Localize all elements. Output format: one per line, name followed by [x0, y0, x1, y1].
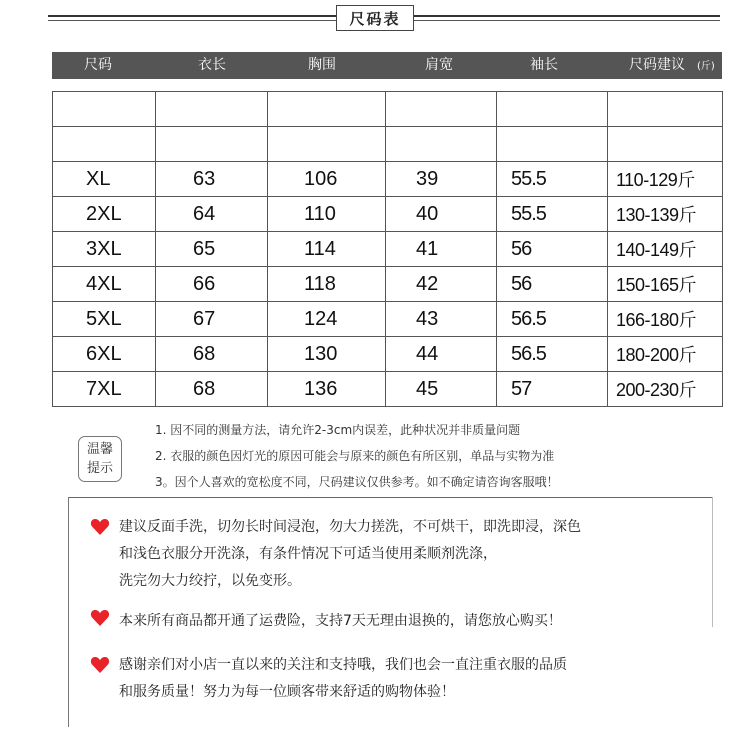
cell-sleeve: 57 [497, 372, 608, 407]
cell-chest: 106 [268, 162, 386, 197]
cell-shoulder: 40 [386, 197, 497, 232]
cell-recommendation: 166-180斤 [608, 302, 723, 337]
tips-badge-line: 提示 [86, 461, 113, 476]
cell-length: 67 [156, 302, 268, 337]
cell-recommendation: 200-230斤 [608, 372, 723, 407]
cell-shoulder: 42 [386, 267, 497, 302]
size-table [52, 91, 723, 407]
care-1-line-2: 和浅色衣服分开洗涤，有条件情况下可适当使用柔顺剂洗涤， [119, 546, 497, 562]
table-row-blank [53, 92, 723, 127]
care-1-line-3: 洗完勿大力绞拧，以免变形。 [119, 573, 301, 589]
cell-sleeve: 56 [497, 232, 608, 267]
cell-size: 7XL [53, 372, 156, 407]
cell-size: 6XL [53, 337, 156, 372]
cell-recommendation: 150-165斤 [608, 267, 723, 302]
header-sleeve: 袖长 [530, 57, 558, 73]
tip-3: 3。因个人喜欢的宽松度不同，尺码建议仅供参考。如不确定请咨询客服哦！ [155, 475, 559, 489]
cell-chest: 110 [268, 197, 386, 232]
cell-chest: 130 [268, 337, 386, 372]
cell-shoulder: 41 [386, 232, 497, 267]
cell-recommendation: 130-139斤 [608, 197, 723, 232]
cell-sleeve: 56.5 [497, 337, 608, 372]
header-unit: (斤) [697, 61, 715, 72]
page-title: 尺码表 [336, 5, 414, 31]
care-box-border-right [712, 497, 713, 627]
table-row [53, 232, 723, 267]
heart-icon [90, 517, 110, 537]
cell-length: 65 [156, 232, 268, 267]
cell-length: 63 [156, 162, 268, 197]
cell-chest: 118 [268, 267, 386, 302]
cell-shoulder: 44 [386, 337, 497, 372]
table-row-blank [53, 127, 723, 162]
cell-length: 64 [156, 197, 268, 232]
header-recommendation: 尺码建议 [629, 57, 685, 73]
heart-icon [90, 655, 110, 675]
cell-sleeve: 56 [497, 267, 608, 302]
cell-size: 5XL [53, 302, 156, 337]
cell-size: XL [53, 162, 156, 197]
cell-sleeve: 55.5 [497, 197, 608, 232]
heart-icon [90, 608, 110, 628]
header-length: 衣长 [198, 57, 226, 73]
cell-length: 68 [156, 372, 268, 407]
cell-shoulder: 43 [386, 302, 497, 337]
cell-recommendation: 180-200斤 [608, 337, 723, 372]
care-box-border-top [68, 497, 713, 498]
table-row [53, 302, 723, 337]
header-chest: 胸围 [308, 57, 336, 73]
cell-length: 66 [156, 267, 268, 302]
table-row [53, 267, 723, 302]
care-1-line-1: 建议反面手洗，切勿长时间浸泡，勿大力搓洗，不可烘干，即洗即浸，深色 [119, 519, 581, 535]
cell-sleeve: 55.5 [497, 162, 608, 197]
tip-1: 1. 因不同的测量方法，请允许2-3cm内误差，此种状况并非质量问题 [155, 423, 521, 437]
care-box-border-left [68, 497, 69, 727]
care-3-line-1: 感谢亲们对小店一直以来的关注和支持哦，我们也会一直注重衣服的品质 [119, 657, 567, 673]
header-size: 尺码 [84, 57, 112, 73]
cell-shoulder: 45 [386, 372, 497, 407]
cell-sleeve: 56.5 [497, 302, 608, 337]
cell-shoulder: 39 [386, 162, 497, 197]
cell-length: 68 [156, 337, 268, 372]
cell-size: 4XL [53, 267, 156, 302]
cell-chest: 136 [268, 372, 386, 407]
header-shoulder: 肩宽 [425, 57, 453, 73]
care-2-line-1: 本来所有商品都开通了运费险，支持7天无理由退换的，请您放心购买！ [119, 613, 562, 629]
table-row [53, 337, 723, 372]
cell-size: 2XL [53, 197, 156, 232]
table-row [53, 197, 723, 232]
cell-chest: 124 [268, 302, 386, 337]
cell-size: 3XL [53, 232, 156, 267]
tips-badge-line: 温馨 [86, 442, 113, 457]
tip-2: 2. 衣服的颜色因灯光的原因可能会与原来的颜色有所区别，单品与实物为准 [155, 449, 555, 463]
table-row [53, 372, 723, 407]
cell-chest: 114 [268, 232, 386, 267]
size-table-header [52, 52, 722, 79]
tips-badge [78, 436, 122, 482]
cell-recommendation: 140-149斤 [608, 232, 723, 267]
care-3-line-2: 和服务质量！努力为每一位顾客带来舒适的购物体验！ [119, 684, 455, 700]
cell-recommendation: 110-129斤 [608, 162, 723, 197]
table-row [53, 162, 723, 197]
